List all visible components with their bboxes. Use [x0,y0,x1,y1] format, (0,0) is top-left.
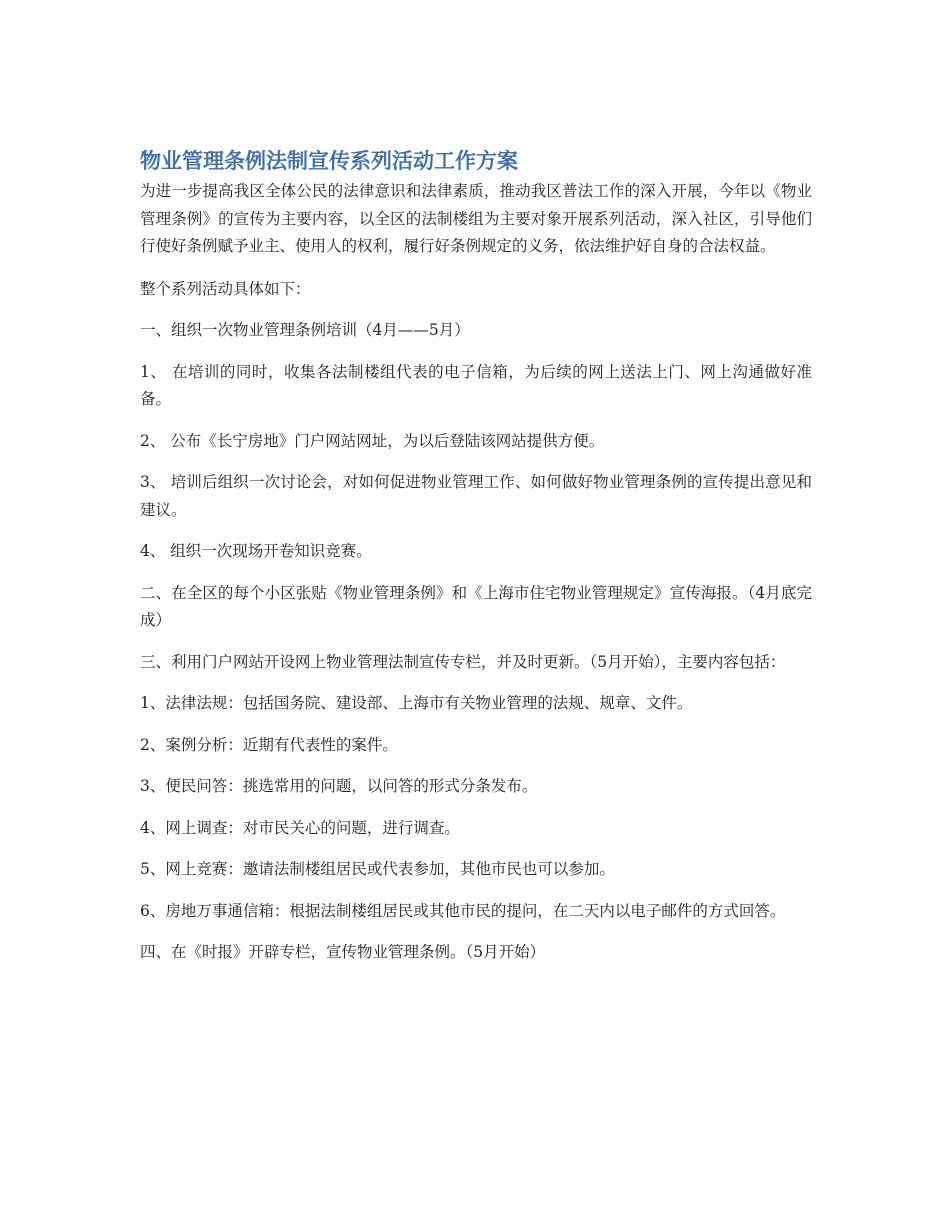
section-heading-4: 四、在《时报》开辟专栏，宣传物业管理条例。（5月开始） [140,943,546,961]
list-item: 4、网上调查：对市民关心的问题，进行调查。 [140,818,460,837]
section-heading-1: 一、组织一次物业管理条例培训（4月——5月） [140,321,470,339]
paragraph-overview: 整个系列活动具体如下： [140,279,311,298]
list-item: 1、 在培训的同时，收集各法制楼组代表的电子信箱，为后续的网上送法上门、网上沟通做好准备。 [140,362,812,408]
list-item: 3、便民问答：挑选常用的问题，以问答的形式分条发布。 [140,777,538,795]
document-page [140,146,812,981]
section-heading-2: 二、在全区的每个小区张贴《物业管理条例》和《上海市住宅物业管理规定》宣传海报。（4月底完成） [140,583,812,629]
document-title: 物业管理条例法制宣传系列活动工作方案 [140,149,518,173]
list-item: 1、法律法规：包括国务院、建设部、上海市有关物业管理的法规、规章、文件。 [140,694,693,712]
list-item: 5、网上竞赛：邀请法制楼组居民或代表参加，其他市民也可以参加。 [140,860,615,878]
list-item: 6、房地万事通信箱：根据法制楼组居民或其他市民的提问，在二天内以电子邮件的方式回答。 [140,901,786,920]
section-heading-3: 三、利用门户网站开设网上物业管理法制宣传专栏，并及时更新。（5月开始），主要内容包括： [140,652,786,671]
list-item: 4、 组织一次现场开卷知识竞赛。 [140,542,372,560]
list-item: 2、 公布《长宁房地》门户网站网址，为以后登陆该网站提供方便。 [140,431,605,450]
list-item: 2、案例分析：近期有代表性的案件。 [140,735,398,754]
list-item: 3、 培训后组织一次讨论会，对如何促进物业管理工作、如何做好物业管理条例的宣传提出意见和建议。 [140,473,812,519]
paragraph-intro: 为进一步提高我区全体公民的法律意识和法律素质，推动我区普法工作的深入开展，今年以《物业管理条例》的宣传为主要内容，以全区的法制楼组为主要对象开展系列活动，深入社区，引导他们行使好条例赋予业主、使用人的权利，履行好条例规定的义务，依法维护好自身的合法权益。 [140,182,812,255]
